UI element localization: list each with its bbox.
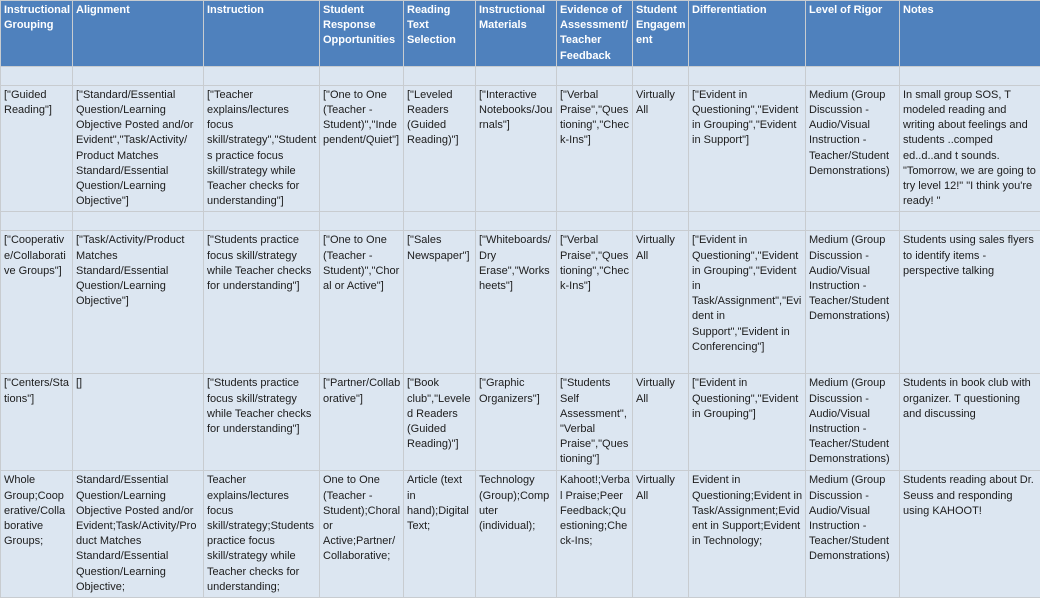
header-materials: Instructional Materials [476, 1, 557, 67]
spacer-cell [633, 212, 689, 231]
spacer-cell [806, 212, 900, 231]
spacer-cell [320, 212, 404, 231]
cell-instruction[interactable]: ["Students practice focus skill/strategy while Teacher checks for understanding"] [204, 231, 320, 374]
cell-response[interactable]: ["One to One (Teacher - Student)","Choral or Active"] [320, 231, 404, 374]
cell-reading[interactable]: Article (text in hand);Digital Text; [404, 471, 476, 598]
cell-reading[interactable]: ["Leveled Readers (Guided Reading)"] [404, 85, 476, 212]
spacer-cell [633, 66, 689, 85]
cell-alignment[interactable]: ["Task/Activity/Product Matches Standard/Essential Question/Learning Objective"] [73, 231, 204, 374]
spacer-cell [204, 66, 320, 85]
cell-differentiation[interactable]: ["Evident in Questioning","Evident in Grouping","Evident in Task/Assignment","Evident in Support","Evident in Conferencing"] [689, 231, 806, 374]
spacer-cell [204, 212, 320, 231]
cell-engagement[interactable]: Virtually All [633, 374, 689, 471]
spacer-cell [900, 212, 1040, 231]
table-row [1, 231, 1040, 374]
header-notes: Notes [900, 1, 1040, 67]
spacer-cell [689, 212, 806, 231]
header-rigor: Level of Rigor [806, 1, 900, 67]
cell-reading[interactable]: ["Book club","Leveled Readers (Guided Reading)"] [404, 374, 476, 471]
spacer-cell [320, 66, 404, 85]
cell-evidence[interactable]: Kahoot!;Verbal Praise;Peer Feedback;Questioning;Check-Ins; [557, 471, 633, 598]
cell-notes[interactable]: Students using sales flyers to identify items - perspective talking [900, 231, 1040, 374]
spacer-cell [557, 212, 633, 231]
cell-differentiation[interactable]: ["Evident in Questioning","Evident in Grouping"] [689, 374, 806, 471]
table-row [1, 85, 1040, 212]
cell-instruction[interactable]: ["Teacher explains/lectures focus skill/strategy","Students practice focus skill/strategy while Teacher checks for understanding"] [204, 85, 320, 212]
cell-differentiation[interactable]: ["Evident in Questioning","Evident in Grouping","Evident in Support"] [689, 85, 806, 212]
table-row [1, 374, 1040, 471]
spacer-cell [689, 66, 806, 85]
cell-alignment[interactable]: [] [73, 374, 204, 471]
header-student-response: Student Response Opportunities [320, 1, 404, 67]
spacer-cell [404, 212, 476, 231]
cell-instruction[interactable]: Teacher explains/lectures focus skill/strategy;Students practice focus skill/strategy while Teacher checks for understanding; [204, 471, 320, 598]
cell-grouping[interactable]: ["Centers/Stations"] [1, 374, 73, 471]
header-reading-text: Reading Text Selection [404, 1, 476, 67]
spacer-cell [476, 66, 557, 85]
cell-grouping[interactable]: ["Cooperative/Collaborative Groups"] [1, 231, 73, 374]
cell-evidence[interactable]: ["Verbal Praise","Questioning","Check-Ins"] [557, 231, 633, 374]
spacer-row [1, 66, 1040, 85]
header-row [1, 1, 1040, 67]
cell-rigor[interactable]: Medium (Group Discussion - Audio/Visual Instruction - Teacher/Student Demonstrations) [806, 231, 900, 374]
cell-rigor[interactable]: Medium (Group Discussion - Audio/Visual Instruction - Teacher/Student Demonstrations) [806, 471, 900, 598]
header-instruction: Instruction [204, 1, 320, 67]
header-instructional-grouping: Instructional Grouping [1, 1, 73, 67]
spacer-row [1, 212, 1040, 231]
cell-engagement[interactable]: Virtually All [633, 85, 689, 212]
cell-evidence[interactable]: ["Verbal Praise","Questioning","Check-Ins"] [557, 85, 633, 212]
cell-grouping[interactable]: ["Guided Reading"] [1, 85, 73, 212]
spacer-cell [900, 66, 1040, 85]
spacer-cell [1, 212, 73, 231]
header-alignment: Alignment [73, 1, 204, 67]
header-differentiation: Differentiation [689, 1, 806, 67]
cell-alignment[interactable]: Standard/Essential Question/Learning Objective Posted and/or Evident;Task/Activity/Product Matches Standard/Essential Question/Learning Objective; [73, 471, 204, 598]
cell-instruction[interactable]: ["Students practice focus skill/strategy while Teacher checks for understanding"] [204, 374, 320, 471]
cell-reading[interactable]: ["Sales Newspaper"] [404, 231, 476, 374]
cell-response[interactable]: ["One to One (Teacher - Student)","Independent/Quiet"] [320, 85, 404, 212]
cell-materials[interactable]: ["Graphic Organizers"] [476, 374, 557, 471]
cell-notes[interactable]: Students in book club with organizer. T questioning and discussing [900, 374, 1040, 471]
cell-notes[interactable]: Students reading about Dr. Seuss and responding using KAHOOT! [900, 471, 1040, 598]
spacer-cell [476, 212, 557, 231]
spacer-cell [73, 212, 204, 231]
cell-response[interactable]: ["Partner/Collaborative"] [320, 374, 404, 471]
spacer-cell [73, 66, 204, 85]
header-engagement: Student Engagement [633, 1, 689, 67]
header-evidence: Evidence of Assessment/ Teacher Feedback [557, 1, 633, 67]
cell-materials[interactable]: ["Interactive Notebooks/Journals"] [476, 85, 557, 212]
cell-evidence[interactable]: ["Students Self Assessment","Verbal Praise","Questioning"] [557, 374, 633, 471]
table-row [1, 471, 1040, 598]
cell-materials[interactable]: ["Whiteboards/Dry Erase","Worksheets"] [476, 231, 557, 374]
cell-rigor[interactable]: Medium (Group Discussion - Audio/Visual Instruction - Teacher/Student Demonstrations) [806, 374, 900, 471]
cell-grouping[interactable]: Whole Group;Cooperative/Collaborative Groups; [1, 471, 73, 598]
cell-materials[interactable]: Technology (Group);Computer (individual); [476, 471, 557, 598]
cell-alignment[interactable]: ["Standard/Essential Question/Learning Objective Posted and/or Evident","Task/Activity/ Product Matches Standard/Essential Question/Learning Objective"] [73, 85, 204, 212]
cell-rigor[interactable]: Medium (Group Discussion - Audio/Visual Instruction - Teacher/Student Demonstrations) [806, 85, 900, 212]
cell-notes[interactable]: In small group SOS, T modeled reading and writing about feelings and students ..comped ed..d..and t sounds. "Tomorrow, we are going to try level 12!" "I think you're ready! " [900, 85, 1040, 212]
cell-differentiation[interactable]: Evident in Questioning;Evident in Task/Assignment;Evident in Support;Evident in Technology; [689, 471, 806, 598]
cell-engagement[interactable]: Virtually All [633, 471, 689, 598]
spacer-cell [557, 66, 633, 85]
spacer-cell [806, 66, 900, 85]
cell-response[interactable]: One to One (Teacher - Student);Choral or Active;Partner/Collaborative; [320, 471, 404, 598]
spacer-cell [404, 66, 476, 85]
cell-engagement[interactable]: Virtually All [633, 231, 689, 374]
spacer-cell [1, 66, 73, 85]
